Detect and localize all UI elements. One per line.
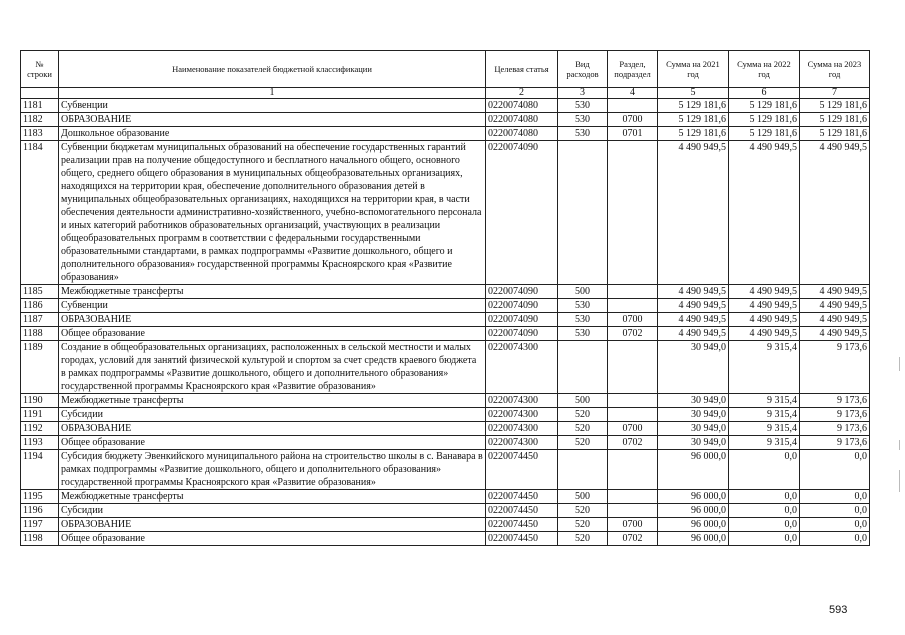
sum-2023-cell: 4 490 949,5 — [800, 299, 870, 313]
expense-type-cell: 530 — [558, 113, 608, 127]
sum-2022-cell: 0,0 — [729, 450, 800, 490]
table-row — [21, 141, 870, 285]
table-row — [21, 436, 870, 450]
target-article-cell: 0220074080 — [486, 99, 558, 113]
table-row — [21, 285, 870, 299]
row-number-cell: 1197 — [21, 518, 59, 532]
indicator-name-cell: ОБРАЗОВАНИЕ — [59, 313, 486, 327]
sum-2021-cell: 30 949,0 — [658, 436, 729, 450]
table-row — [21, 127, 870, 141]
scan-edge-mark — [899, 440, 900, 450]
target-article-cell: 0220074090 — [486, 299, 558, 313]
header-sum-2022: Сумма на 2022 год — [729, 51, 800, 88]
indicator-name-cell: Общее образование — [59, 532, 486, 546]
row-number-cell: 1184 — [21, 141, 59, 285]
table-row — [21, 504, 870, 518]
section-cell — [608, 141, 658, 285]
sum-2021-cell: 30 949,0 — [658, 422, 729, 436]
sum-2022-cell: 5 129 181,6 — [729, 113, 800, 127]
expense-type-cell — [558, 341, 608, 394]
expense-type-cell: 520 — [558, 504, 608, 518]
table-row — [21, 394, 870, 408]
sum-2023-cell: 4 490 949,5 — [800, 327, 870, 341]
sum-2023-cell: 9 173,6 — [800, 394, 870, 408]
sum-2023-cell: 0,0 — [800, 504, 870, 518]
column-number: 1 — [59, 88, 486, 99]
row-number-cell: 1189 — [21, 341, 59, 394]
indicator-name-cell: ОБРАЗОВАНИЕ — [59, 422, 486, 436]
table-row — [21, 99, 870, 113]
header-target-article: Целевая статья — [486, 51, 558, 88]
table-header-row — [21, 51, 870, 88]
indicator-name-cell: Общее образование — [59, 436, 486, 450]
header-sum-2021: Сумма на 2021 год — [658, 51, 729, 88]
section-cell: 0700 — [608, 422, 658, 436]
indicator-name-cell: Субсидия бюджету Эвенкийского муниципального района на строительство школы в с. Ванавара в рамках подпрограммы «Развитие дошкольного, общего и дополнительного образования» государственной программы Красноярского края «Развитие образования» — [59, 450, 486, 490]
sum-2023-cell: 0,0 — [800, 518, 870, 532]
target-article-cell: 0220074300 — [486, 341, 558, 394]
sum-2023-cell: 0,0 — [800, 450, 870, 490]
section-cell — [608, 394, 658, 408]
row-number-cell: 1186 — [21, 299, 59, 313]
column-number: 2 — [486, 88, 558, 99]
expense-type-cell: 530 — [558, 327, 608, 341]
target-article-cell: 0220074090 — [486, 285, 558, 299]
header-indicator-name: Наименование показателей бюджетной классификации — [59, 51, 486, 88]
expense-type-cell: 520 — [558, 408, 608, 422]
indicator-name-cell: Субсидии — [59, 504, 486, 518]
row-number-cell: 1195 — [21, 490, 59, 504]
row-number-cell: 1190 — [21, 394, 59, 408]
column-number: 4 — [608, 88, 658, 99]
table-row — [21, 299, 870, 313]
sum-2021-cell: 4 490 949,5 — [658, 299, 729, 313]
expense-type-cell: 520 — [558, 436, 608, 450]
row-number-cell: 1196 — [21, 504, 59, 518]
sum-2022-cell: 9 315,4 — [729, 436, 800, 450]
indicator-name-cell: Субвенции — [59, 299, 486, 313]
sum-2022-cell: 4 490 949,5 — [729, 141, 800, 285]
expense-type-cell — [558, 141, 608, 285]
section-cell: 0702 — [608, 532, 658, 546]
sum-2021-cell: 4 490 949,5 — [658, 285, 729, 299]
table-row — [21, 327, 870, 341]
sum-2022-cell: 9 315,4 — [729, 394, 800, 408]
expense-type-cell: 530 — [558, 313, 608, 327]
column-number: 5 — [658, 88, 729, 99]
section-cell — [608, 450, 658, 490]
table-row — [21, 450, 870, 490]
column-number — [21, 88, 59, 99]
sum-2023-cell: 0,0 — [800, 490, 870, 504]
sum-2021-cell: 4 490 949,5 — [658, 313, 729, 327]
section-cell: 0700 — [608, 113, 658, 127]
sum-2023-cell: 0,0 — [800, 532, 870, 546]
sum-2022-cell: 9 315,4 — [729, 422, 800, 436]
sum-2022-cell: 4 490 949,5 — [729, 299, 800, 313]
target-article-cell: 0220074300 — [486, 394, 558, 408]
target-article-cell: 0220074080 — [486, 127, 558, 141]
table-row — [21, 422, 870, 436]
sum-2023-cell: 9 173,6 — [800, 436, 870, 450]
table-row — [21, 313, 870, 327]
section-cell — [608, 341, 658, 394]
target-article-cell: 0220074090 — [486, 141, 558, 285]
row-number-cell: 1187 — [21, 313, 59, 327]
sum-2022-cell: 0,0 — [729, 504, 800, 518]
expense-type-cell: 520 — [558, 422, 608, 436]
expense-type-cell: 530 — [558, 127, 608, 141]
expense-type-cell: 520 — [558, 518, 608, 532]
indicator-name-cell: Межбюджетные трансферты — [59, 490, 486, 504]
indicator-name-cell: ОБРАЗОВАНИЕ — [59, 113, 486, 127]
indicator-name-cell: Дошкольное образование — [59, 127, 486, 141]
section-cell — [608, 99, 658, 113]
table-row — [21, 532, 870, 546]
expense-type-cell: 530 — [558, 99, 608, 113]
column-number: 6 — [729, 88, 800, 99]
target-article-cell: 0220074300 — [486, 422, 558, 436]
target-article-cell: 0220074090 — [486, 313, 558, 327]
table-row — [21, 341, 870, 394]
expense-type-cell: 500 — [558, 490, 608, 504]
indicator-name-cell: Общее образование — [59, 327, 486, 341]
sum-2022-cell: 5 129 181,6 — [729, 127, 800, 141]
sum-2023-cell: 5 129 181,6 — [800, 127, 870, 141]
sum-2021-cell: 96 000,0 — [658, 504, 729, 518]
target-article-cell: 0220074450 — [486, 518, 558, 532]
sum-2022-cell: 5 129 181,6 — [729, 99, 800, 113]
header-row-number: № строки — [21, 51, 59, 88]
section-cell — [608, 285, 658, 299]
target-article-cell: 0220074450 — [486, 490, 558, 504]
table-row — [21, 518, 870, 532]
table-row — [21, 408, 870, 422]
header-expense-type: Вид расходов — [558, 51, 608, 88]
target-article-cell: 0220074300 — [486, 436, 558, 450]
sum-2023-cell: 9 173,6 — [800, 341, 870, 394]
sum-2022-cell: 9 315,4 — [729, 408, 800, 422]
sum-2021-cell: 96 000,0 — [658, 450, 729, 490]
table-row — [21, 113, 870, 127]
sum-2021-cell: 30 949,0 — [658, 341, 729, 394]
section-cell: 0700 — [608, 518, 658, 532]
indicator-name-cell: Субсидии — [59, 408, 486, 422]
expense-type-cell: 520 — [558, 532, 608, 546]
column-number-row — [21, 88, 870, 99]
sum-2021-cell: 4 490 949,5 — [658, 327, 729, 341]
sum-2021-cell: 96 000,0 — [658, 490, 729, 504]
expense-type-cell: 500 — [558, 285, 608, 299]
sum-2021-cell: 5 129 181,6 — [658, 127, 729, 141]
indicator-name-cell: Создание в общеобразовательных организациях, расположенных в сельской местности и малых городах, условий для занятий физической культурой и спортом за счет средств краевого бюджета в рамках подпрограммы «Развитие дошкольного, общего и дополнительного образования» государственной программы Красноярского края «Развитие образования» — [59, 341, 486, 394]
expense-type-cell: 530 — [558, 299, 608, 313]
sum-2023-cell: 9 173,6 — [800, 422, 870, 436]
sum-2023-cell: 4 490 949,5 — [800, 313, 870, 327]
row-number-cell: 1183 — [21, 127, 59, 141]
sum-2023-cell: 4 490 949,5 — [800, 285, 870, 299]
sum-2021-cell: 96 000,0 — [658, 532, 729, 546]
sum-2021-cell: 30 949,0 — [658, 394, 729, 408]
sum-2022-cell: 4 490 949,5 — [729, 327, 800, 341]
budget-table-sheet — [20, 50, 870, 546]
table-body — [21, 99, 870, 546]
row-number-cell: 1188 — [21, 327, 59, 341]
row-number-cell: 1182 — [21, 113, 59, 127]
budget-classification-table — [20, 50, 870, 546]
column-number: 3 — [558, 88, 608, 99]
row-number-cell: 1181 — [21, 99, 59, 113]
expense-type-cell: 500 — [558, 394, 608, 408]
sum-2022-cell: 9 315,4 — [729, 341, 800, 394]
sum-2022-cell: 4 490 949,5 — [729, 313, 800, 327]
sum-2022-cell: 0,0 — [729, 490, 800, 504]
sum-2021-cell: 96 000,0 — [658, 518, 729, 532]
target-article-cell: 0220074450 — [486, 532, 558, 546]
section-cell — [608, 408, 658, 422]
section-cell — [608, 490, 658, 504]
row-number-cell: 1193 — [21, 436, 59, 450]
sum-2023-cell: 5 129 181,6 — [800, 99, 870, 113]
section-cell: 0700 — [608, 313, 658, 327]
indicator-name-cell: Межбюджетные трансферты — [59, 285, 486, 299]
target-article-cell: 0220074080 — [486, 113, 558, 127]
expense-type-cell — [558, 450, 608, 490]
sum-2023-cell: 9 173,6 — [800, 408, 870, 422]
section-cell: 0702 — [608, 436, 658, 450]
scan-edge-mark — [899, 470, 900, 492]
header-sum-2023: Сумма на 2023 год — [800, 51, 870, 88]
sum-2023-cell: 5 129 181,6 — [800, 113, 870, 127]
indicator-name-cell: Субвенции — [59, 99, 486, 113]
target-article-cell: 0220074450 — [486, 450, 558, 490]
row-number-cell: 1198 — [21, 532, 59, 546]
section-cell: 0702 — [608, 327, 658, 341]
sum-2022-cell: 0,0 — [729, 518, 800, 532]
indicator-name-cell: ОБРАЗОВАНИЕ — [59, 518, 486, 532]
target-article-cell: 0220074090 — [486, 327, 558, 341]
row-number-cell: 1185 — [21, 285, 59, 299]
row-number-cell: 1191 — [21, 408, 59, 422]
indicator-name-cell: Межбюджетные трансферты — [59, 394, 486, 408]
column-number: 7 — [800, 88, 870, 99]
header-section: Раздел, подраздел — [608, 51, 658, 88]
section-cell: 0701 — [608, 127, 658, 141]
sum-2021-cell: 5 129 181,6 — [658, 113, 729, 127]
row-number-cell: 1192 — [21, 422, 59, 436]
sum-2021-cell: 30 949,0 — [658, 408, 729, 422]
scan-edge-mark — [899, 357, 900, 371]
sum-2021-cell: 5 129 181,6 — [658, 99, 729, 113]
table-row — [21, 490, 870, 504]
section-cell — [608, 504, 658, 518]
indicator-name-cell: Субвенции бюджетам муниципальных образований на обеспечение государственных гарантий реализации прав на получение общедоступного и бесплатного начального общего, основного общего, среднего общего образования в муниципальных общеобразовательных организациях, находящихся на территории края, обеспечение дополнительного образования детей в муниципальных общеобразовательных организациях, находящихся на территории края, в части обеспечения деятельности административно-хозяйственного, учебно-вспомогательного персонала и иных категорий работников образовательных организаций, участвующих в реализации общеобразовательных программ в соответствии с федеральными государственными образовательными стандартами, в рамках подпрограммы «Развитие дошкольного, общего и дополнительного образования» государственной программы Красноярского края «Развитие образования» — [59, 141, 486, 285]
page-number: 593 — [829, 604, 848, 616]
sum-2023-cell: 4 490 949,5 — [800, 141, 870, 285]
target-article-cell: 0220074450 — [486, 504, 558, 518]
sum-2021-cell: 4 490 949,5 — [658, 141, 729, 285]
target-article-cell: 0220074300 — [486, 408, 558, 422]
row-number-cell: 1194 — [21, 450, 59, 490]
sum-2022-cell: 0,0 — [729, 532, 800, 546]
sum-2022-cell: 4 490 949,5 — [729, 285, 800, 299]
section-cell — [608, 299, 658, 313]
